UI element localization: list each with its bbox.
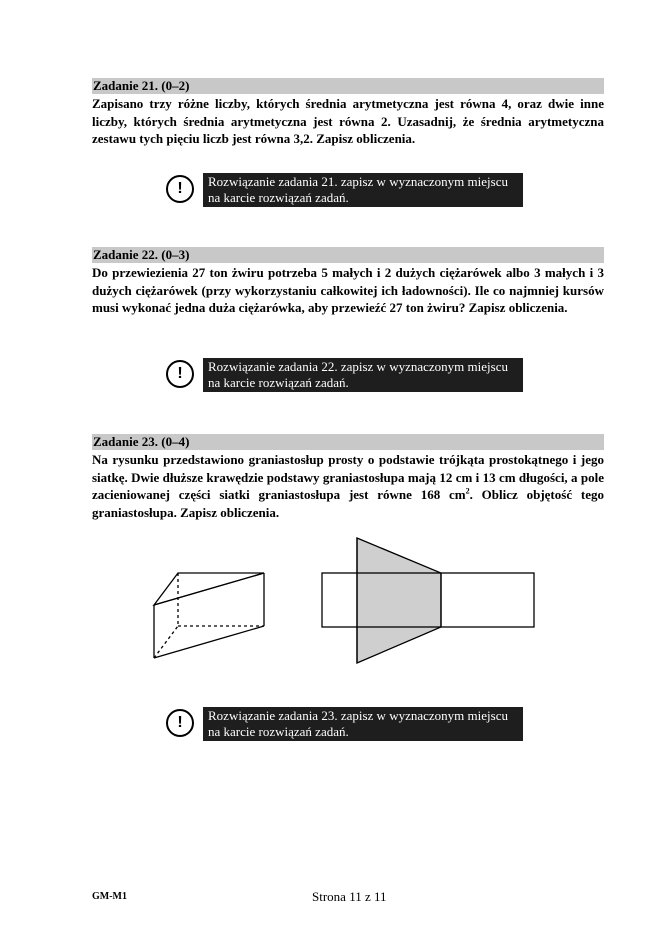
net-shaded-region (357, 538, 441, 663)
task-23-header: Zadanie 23. (0–4) (92, 434, 604, 450)
notice-line-1: Rozwiązanie zadania 21. zapisz w wyznaczonym miejscu (208, 174, 508, 189)
task-23-text-a: Na rysunku przedstawiono graniastosłup prosty o podstawie trójkąta prostokątnego i jego siatkę. Dwie dłuższe krawędzie podstawy graniastosłupa mają 12 cm i 13 cm długości, a pole zacieniowanej części siatki graniastosłupa jest równe 168 cm (92, 452, 604, 502)
footer-code: GM-M1 (92, 891, 127, 902)
exclamation-icon: ! (166, 360, 194, 388)
task-23-sup: 2 (465, 486, 470, 496)
notice-line-2: na karcie rozwiązań zadań. (208, 724, 349, 739)
task-22-header: Zadanie 22. (0–3) (92, 247, 604, 263)
task-21-notice-box (203, 173, 523, 207)
notice-line-2: na karcie rozwiązań zadań. (208, 190, 349, 205)
exclamation-icon: ! (166, 175, 194, 203)
exclamation-icon: ! (166, 709, 194, 737)
notice-line-1: Rozwiązanie zadania 23. zapisz w wyznaczonym miejscu (208, 708, 508, 723)
notice-line-1: Rozwiązanie zadania 22. zapisz w wyznaczonym miejscu (208, 359, 508, 374)
prism-edge (154, 626, 264, 658)
notice-line-2: na karcie rozwiązań zadań. (208, 375, 349, 390)
prism-edge (154, 573, 264, 605)
prism-figure (150, 570, 270, 662)
task-23-text-b: . Oblicz objętość tego graniastosłupa. Zapisz obliczenia. (92, 487, 604, 520)
task-22-notice-box (203, 358, 523, 392)
prism-hidden-edge (154, 626, 178, 658)
task-21-header: Zadanie 21. (0–2) (92, 78, 604, 94)
task-22-text: Do przewiezienia 27 ton żwiru potrzeba 5 małych i 2 dużych ciężarówek albo 3 małych i 3 dużych ciężarówek (przy wykorzystaniu całkowitej ich ładowności). Ile co najmniej kursów musi wykonać jedna duża ciężarówka, aby przewieźć 27 ton żwiru? Zapisz obliczenia. (92, 265, 604, 315)
net-figure (320, 536, 540, 668)
task-23-text (92, 451, 604, 521)
footer-page-number: Strona 11 z 11 (312, 889, 387, 904)
task-21-text: Zapisano trzy różne liczby, których średnia arytmetyczna jest równa 4, oraz dwie inne liczby, których średnia arytmetyczna jest równa 2. Uzasadnij, że średnia arytmetyczna zestawu tych pięciu liczb jest równa 3,2. Zapisz obliczenia. (92, 96, 604, 146)
task-23-notice-box (203, 707, 523, 741)
